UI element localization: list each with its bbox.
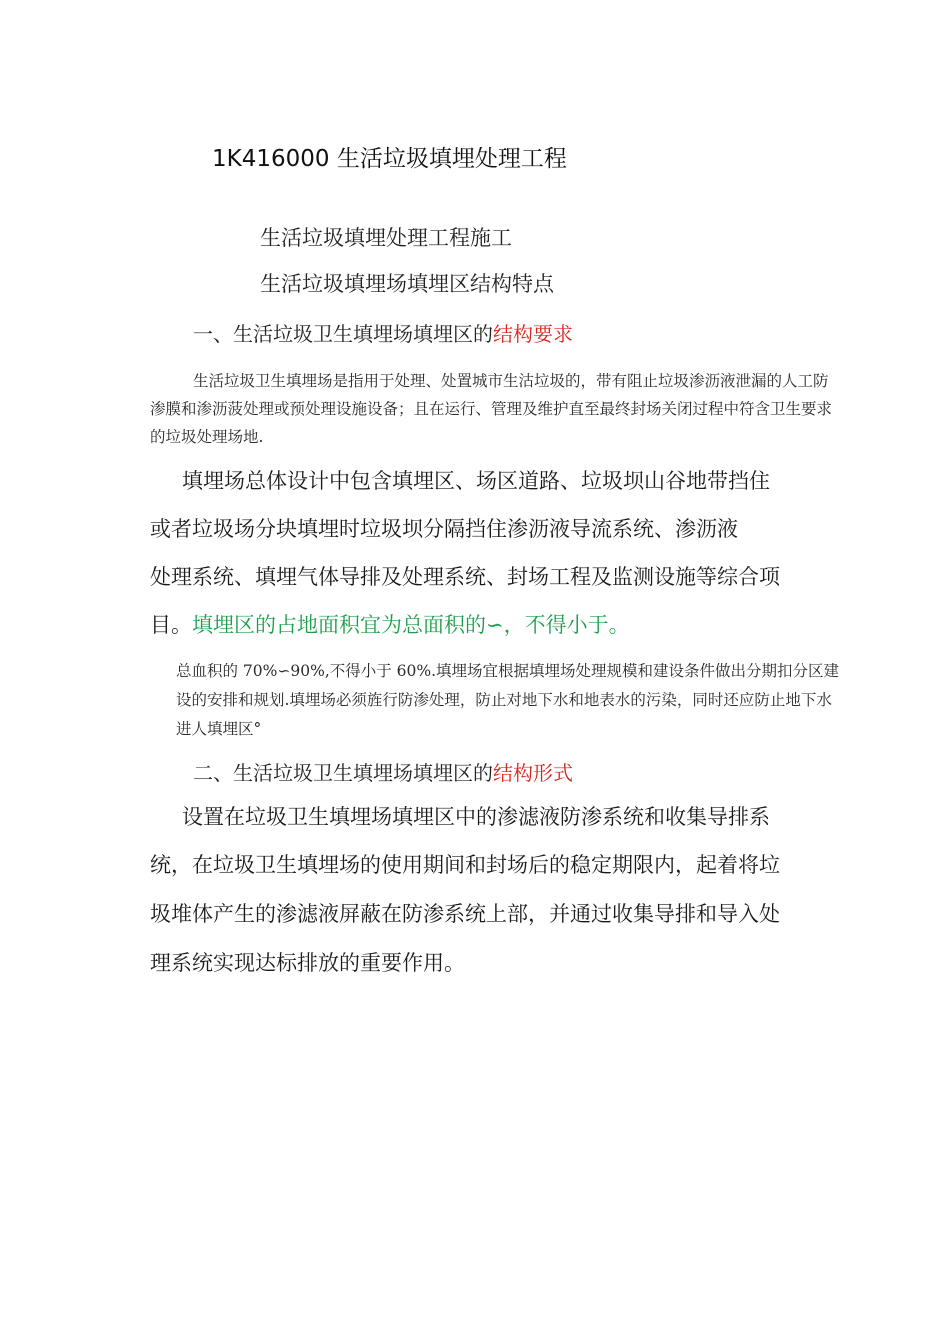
para3-line1: 总血积的 70%∽90%,不得小于 60%.填埋场宜根据填埋场处理规模和建设条件做出分期扣分区建: [176, 662, 840, 680]
section-heading-2-prefix: 二、生活垃圾卫生填埋场填埋区的: [193, 761, 493, 785]
para2-line4-prefix: 目。: [150, 613, 192, 637]
subtitle-construction: 生活垃圾填埋处理工程施工: [260, 226, 512, 250]
subtitle-structure-features: 生活垃圾填埋场填埋区结构特点: [260, 272, 554, 296]
para4-line3: 圾堆体产生的渗滤液屏蔽在防渗系统上部，并通过收集导排和导入处: [150, 902, 780, 926]
para2-line3: 处理系统、填埋气体导排及处理系统、封场工程及监测设施等综合项: [150, 565, 780, 589]
section-heading-1-highlight: 结构要求: [493, 322, 573, 346]
para2-line2: 或者垃圾场分块填埋时垃圾坝分隔挡住渗沥液导流系统、渗沥液: [150, 517, 738, 541]
section-heading-2: [193, 757, 573, 786]
para3-line2: 设的安排和规划.填埋场必须旌行防渗处理，防止对地下水和地表水的污染，同时还应防止地下水: [176, 691, 832, 709]
para1-line3: 的垃圾处理场地.: [150, 428, 264, 446]
para2-line4: [150, 609, 630, 639]
para3-line3: 进人填埋区°: [176, 720, 262, 738]
section-heading-2-highlight: 结构形式: [493, 761, 573, 785]
section-heading-1-prefix: 一、生活垃圾卫生填埋场填埋区的: [193, 322, 493, 346]
para4-line2: 统，在垃圾卫生填埋场的使用期间和封场后的稳定期限内，起着将垃: [150, 853, 780, 877]
para1-line2: 渗膜和渗沥菠处理或预处理设施设备；且在运行、管理及维护直至最终封场关闭过程中符含卫生要求: [150, 400, 833, 418]
section-heading-1: [193, 318, 573, 347]
page-title: 1K416000 生活垃圾填埋处理工程: [212, 146, 567, 172]
para4-line1: 设置在垃圾卫生填埋场填埋区中的渗滤液防渗系统和收集导排系: [182, 805, 770, 829]
para2-line4-green: 填埋区的占地面积宜为总面积的∽，不得小于。: [192, 613, 630, 637]
para1-line1: 生活垃圾卫生填埋场是指用于处理、处置城市生沽垃圾的，带有阻止垃圾渗沥液泄漏的人工防: [193, 372, 829, 390]
para4-line4: 理系统实现达标排放的重要作用。: [150, 951, 465, 975]
para2-line1: 填埋场总体设计中包含填埋区、场区道路、垃圾坝山谷地带挡住: [182, 469, 770, 493]
